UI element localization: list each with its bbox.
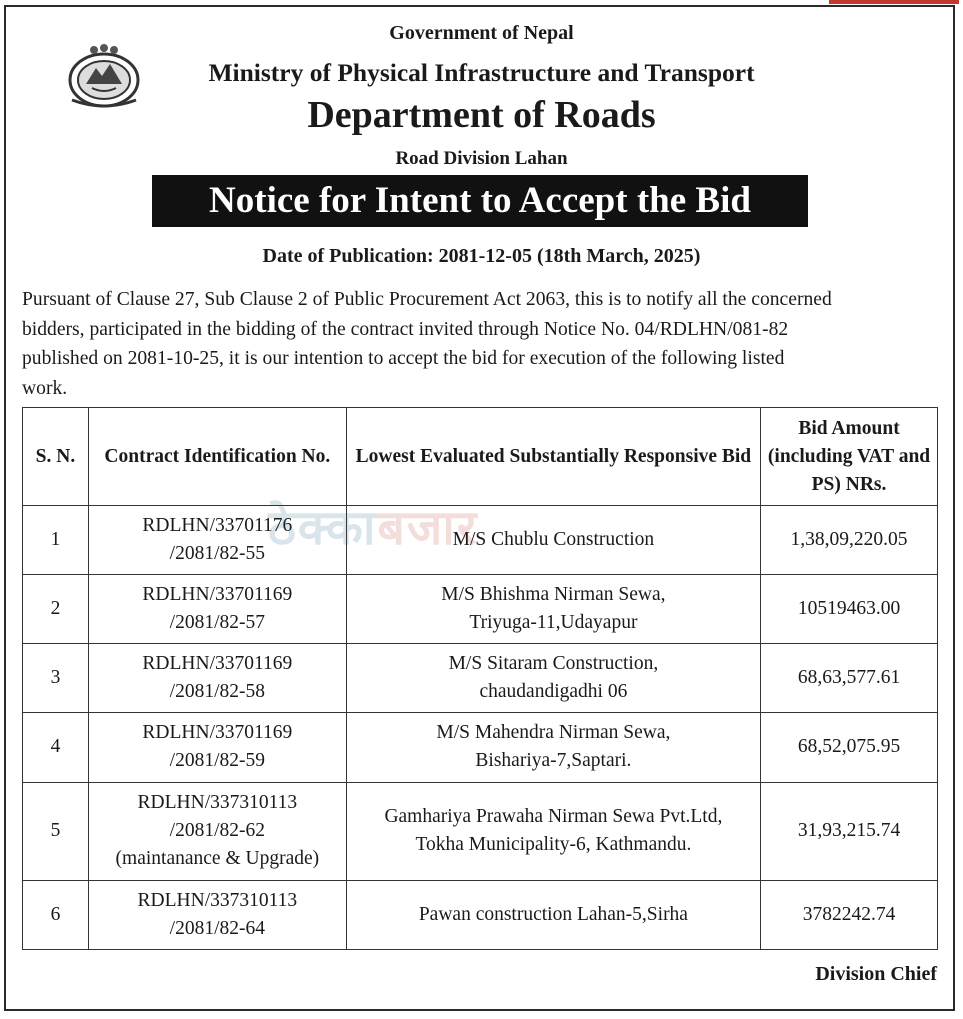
cell-amount: 1,38,09,220.05: [761, 506, 938, 575]
header-amount: [761, 408, 938, 506]
bidder-line: Gamhariya Prawaha Nirman Sewa Pvt.Ltd,: [384, 806, 723, 828]
header-sn-line: S.: [35, 445, 52, 467]
contract-line: /2081/82-57: [169, 612, 266, 634]
cell-contract: [88, 644, 346, 713]
header-amount-line: and PS) NRs.: [811, 445, 931, 495]
paragraph-line: published on 2081-10-25, it is our intention to accept the bid for execution of the following listed: [22, 348, 785, 369]
header-sn-line: N.: [56, 445, 76, 467]
cell-sn: 4: [23, 713, 89, 782]
signature-title: Division Chief: [815, 963, 937, 985]
table-row: [23, 782, 938, 880]
contract-line: (maintanance & Upgrade): [115, 848, 320, 870]
contract-line: RDLHN/33701169: [142, 584, 293, 606]
notice-title: Notice for Intent to Accept the Bid: [152, 175, 808, 227]
cell-bidder: [346, 782, 760, 880]
contract-line: RDLHN/337310113: [137, 792, 298, 814]
table-header-row: [23, 408, 938, 506]
bid-table: [22, 407, 938, 950]
department-title: Department of Roads: [307, 94, 656, 136]
cell-sn: 2: [23, 575, 89, 644]
cell-bidder: [346, 506, 760, 575]
contract-line: RDLHN/33701176: [142, 515, 293, 537]
table-row: [23, 880, 938, 949]
cell-sn: 3: [23, 644, 89, 713]
top-accent-stripe: [829, 0, 959, 4]
cell-contract: [88, 782, 346, 880]
contract-line: RDLHN/337310113: [137, 889, 298, 911]
table-row: [23, 575, 938, 644]
header-bidder: [346, 408, 760, 506]
contract-line: RDLHN/33701169: [142, 653, 293, 675]
bidder-line: Pawan construction Lahan-5,Sirha: [418, 903, 688, 925]
header-amount-line: Bid Amount: [798, 417, 900, 439]
cell-sn: 1: [23, 506, 89, 575]
bidder-line: M/S Chublu Construction: [452, 529, 655, 551]
table-row: [23, 506, 938, 575]
cell-sn: 6: [23, 880, 89, 949]
cell-amount: 68,63,577.61: [761, 644, 938, 713]
bidder-line: chaudandigadhi 06: [479, 681, 628, 703]
bidder-line: M/S Mahendra Nirman Sewa,: [436, 722, 671, 744]
cell-amount: 3782242.74: [761, 880, 938, 949]
contract-line: /2081/82-55: [169, 543, 266, 565]
cell-sn: 5: [23, 782, 89, 880]
cell-bidder: [346, 575, 760, 644]
header-contract-line: Identification No.: [184, 445, 331, 467]
publication-date: Date of Publication: 2081-12-05 (18th March, 2025): [262, 245, 701, 267]
header-bidder-line: Lowest Evaluated: [355, 445, 505, 467]
header-amount-line: (including VAT: [767, 445, 894, 467]
table-row: [23, 713, 938, 782]
cell-amount: 31,93,215.74: [761, 782, 938, 880]
cell-contract: [88, 575, 346, 644]
header-bidder-line: Substantially Responsive Bid: [509, 445, 752, 467]
government-title: Government of Nepal: [389, 22, 574, 44]
paragraph-line: work.: [22, 377, 68, 399]
bidder-line: M/S Bhishma Nirman Sewa,: [441, 584, 666, 606]
watermark-part1: ठेक्का: [268, 500, 378, 556]
bidder-line: Tokha Municipality-6, Kathmandu.: [415, 834, 692, 856]
contract-line: /2081/82-62: [169, 820, 266, 842]
paragraph-line: bidders, participated in the bidding of the contract invited through Notice No. 04/RDLHN/081-82: [22, 318, 789, 340]
cell-amount: 10519463.00: [761, 575, 938, 644]
division-title: Road Division Lahan: [395, 148, 568, 169]
notice-paragraph: [22, 285, 938, 403]
table-row: [23, 644, 938, 713]
cell-contract: [88, 713, 346, 782]
cell-contract: [88, 880, 346, 949]
bidder-line: M/S Sitaram Construction,: [448, 653, 659, 675]
cell-amount: 68,52,075.95: [761, 713, 938, 782]
ministry-title: Ministry of Physical Infrastructure and Transport: [208, 58, 755, 87]
header-contract: [88, 408, 346, 506]
bidder-line: Triyuga-11,Udayapur: [469, 612, 638, 634]
cell-bidder: [346, 713, 760, 782]
contract-line: /2081/82-64: [169, 917, 266, 939]
header-contract-line: Contract: [104, 445, 180, 467]
cell-bidder: [346, 644, 760, 713]
cell-bidder: [346, 880, 760, 949]
bidder-line: Bishariya-7,Saptari.: [475, 750, 632, 772]
contract-line: RDLHN/33701169: [142, 722, 293, 744]
contract-line: /2081/82-59: [169, 750, 266, 772]
contract-line: /2081/82-58: [169, 681, 266, 703]
paragraph-line: Pursuant of Clause 27, Sub Clause 2 of Public Procurement Act 2063, this is to notify all the concerned: [22, 289, 832, 310]
watermark-part2: बजार: [377, 500, 479, 556]
cell-contract: [88, 506, 346, 575]
header-sn: [23, 408, 89, 506]
